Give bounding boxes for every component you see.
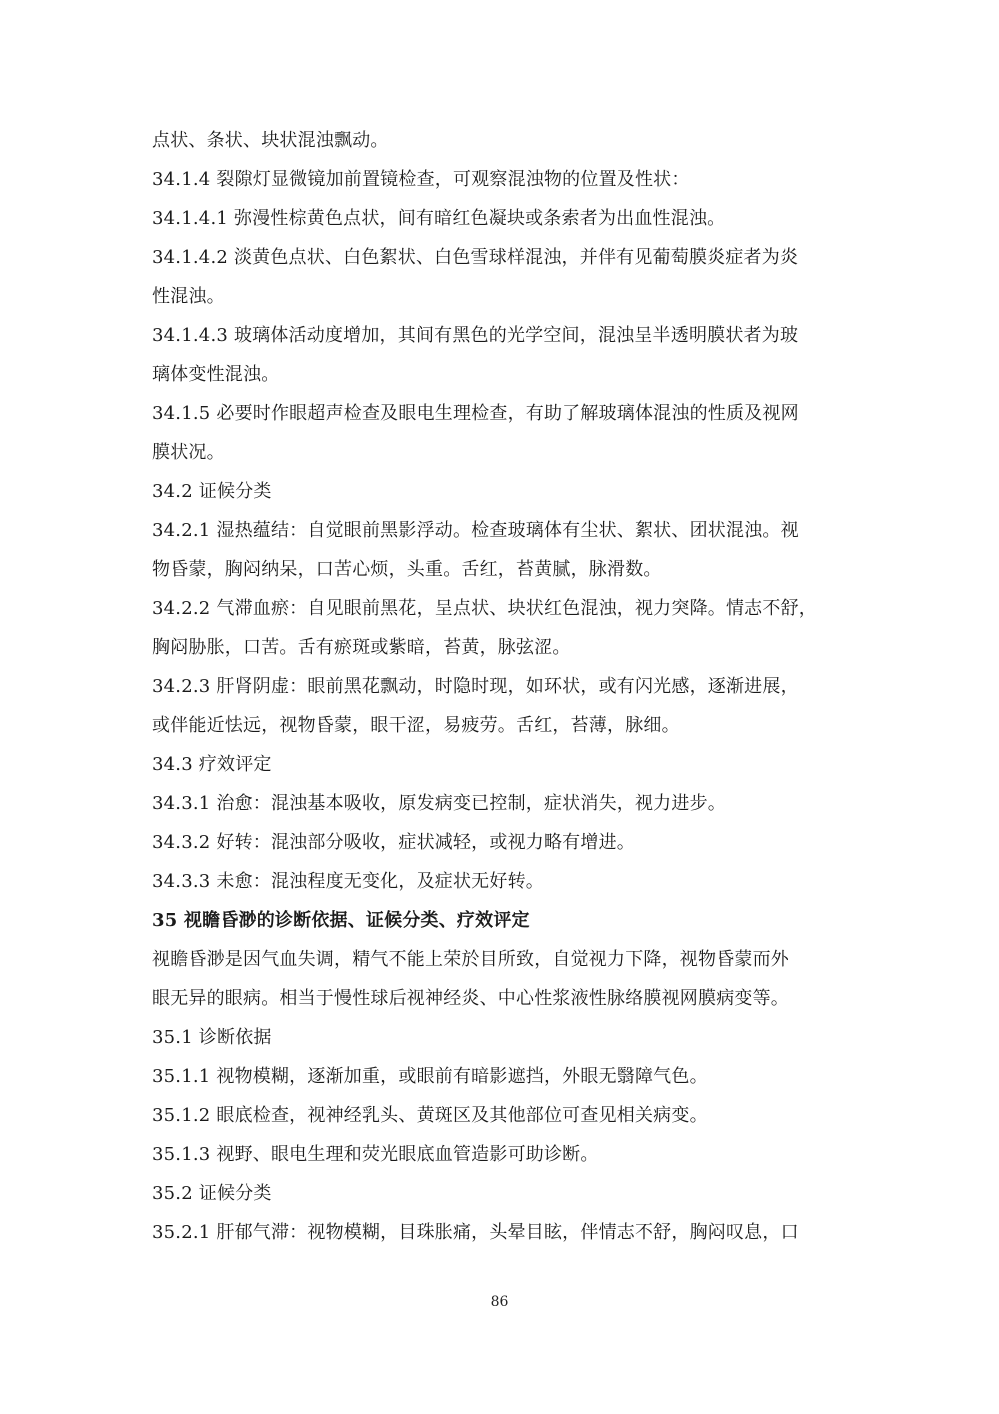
text-line: 34.1.4.2 淡黄色点状、白色絮状、白色雪球样混浊，并伴有见葡萄膜炎症者为炎 (152, 247, 799, 268)
text-line: 性混浊。 (152, 286, 225, 307)
text-line: 膜状况。 (152, 442, 225, 463)
text-line: 34.1.4.3 玻璃体活动度增加，其间有黑色的光学空间，混浊呈半透明膜状者为玻 (152, 325, 799, 346)
text-line: 35.1.2 眼底检查，视神经乳头、黄斑区及其他部位可查见相关病变。 (152, 1105, 708, 1126)
text-line: 眼无异的眼病。相当于慢性球后视神经炎、中心性浆液性脉络膜视网膜病变等。 (152, 988, 789, 1009)
text-line: 35.1.3 视野、眼电生理和荧光眼底血管造影可助诊断。 (152, 1144, 599, 1165)
text-line: 35.1.1 视物模糊，逐渐加重，或眼前有暗影遮挡，外眼无翳障气色。 (152, 1066, 708, 1087)
text-line: 34.3.3 未愈：混浊程度无变化，及症状无好转。 (152, 871, 544, 892)
text-line: 34.3 疗效评定 (152, 754, 272, 775)
text-line: 胸闷胁胀，口苦。舌有瘀斑或紫暗，苔黄，脉弦涩。 (152, 637, 571, 658)
text-line: 视瞻昏渺是因气血失调，精气不能上荣於目所致，自觉视力下降，视物昏蒙而外 (152, 949, 789, 970)
text-line: 35.2.1 肝郁气滞：视物模糊，目珠胀痛，头晕目眩，伴情志不舒，胸闷叹息，口 (152, 1222, 799, 1243)
text-line: 璃体变性混浊。 (152, 364, 280, 385)
page-number: 86 (490, 1294, 509, 1310)
text-line: 35.1 诊断依据 (152, 1027, 272, 1048)
section-heading: 35 视瞻昏渺的诊断依据、证候分类、疗效评定 (152, 910, 530, 931)
text-line: 34.1.4.1 弥漫性棕黄色点状，间有暗红色凝块或条索者为出血性混浊。 (152, 208, 726, 229)
text-line: 35.2 证候分类 (152, 1183, 272, 1204)
page-body (152, 121, 852, 1252)
text-line: 34.2.2 气滞血瘀：自见眼前黑花，呈点状、块状红色混浊，视力突降。情志不舒， (152, 598, 817, 619)
text-line: 34.1.5 必要时作眼超声检查及眼电生理检查，有助了解玻璃体混浊的性质及视网 (152, 403, 799, 424)
text-line: 或伴能近怯远，视物昏蒙，眼干涩，易疲劳。舌红，苔薄，脉细。 (152, 715, 680, 736)
text-line: 34.2 证候分类 (152, 481, 272, 502)
text-line: 34.2.1 湿热蕴结：自觉眼前黑影浮动。检查玻璃体有尘状、絮状、团状混浊。视 (152, 520, 799, 541)
text-line: 34.2.3 肝肾阴虚：眼前黑花飘动，时隐时现，如环状，或有闪光感，逐渐进展， (152, 676, 799, 697)
text-line: 34.3.2 好转：混浊部分吸收，症状减轻，或视力略有增进。 (152, 832, 635, 853)
text-line: 34.3.1 治愈：混浊基本吸收，原发病变已控制，症状消失，视力进步。 (152, 793, 726, 814)
text-line: 点状、条状、块状混浊飘动。 (152, 130, 389, 151)
text-line: 34.1.4 裂隙灯显微镜加前置镜检查，可观察混浊物的位置及性状： (152, 169, 690, 190)
text-line: 物昏蒙，胸闷纳呆，口苦心烦，头重。舌红，苔黄腻，脉滑数。 (152, 559, 662, 580)
